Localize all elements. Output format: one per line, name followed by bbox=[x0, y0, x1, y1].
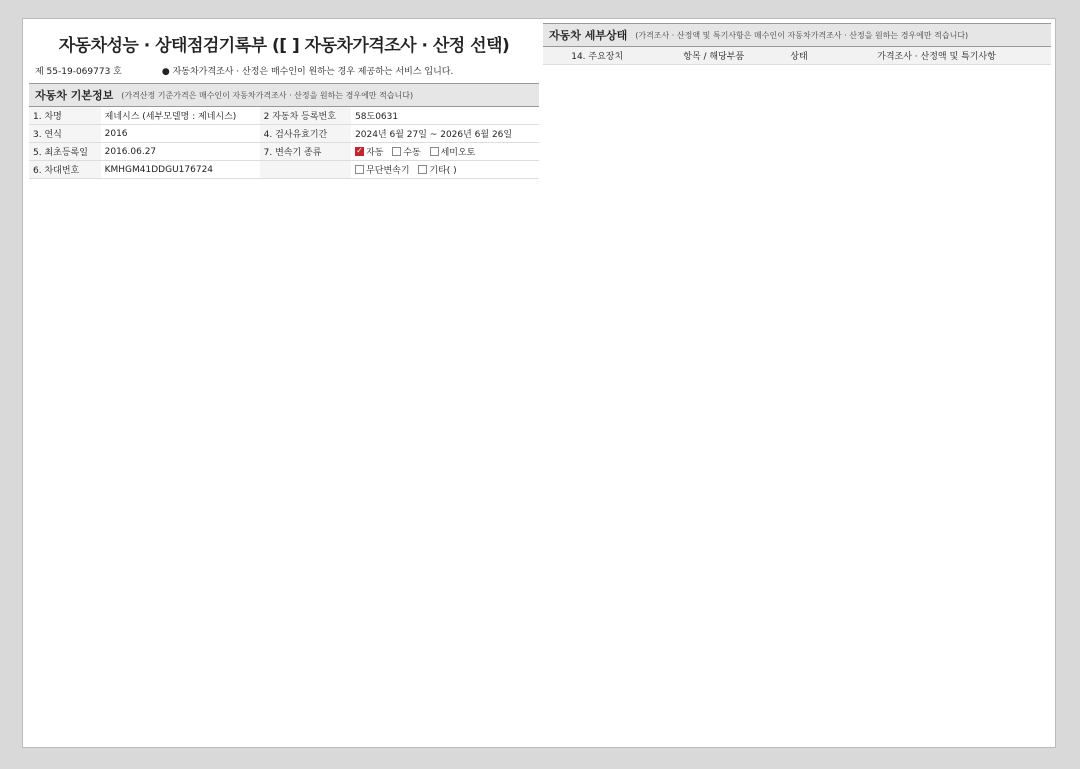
basic-info-header bbox=[29, 83, 539, 107]
checkbox-icon[interactable] bbox=[392, 147, 401, 156]
table-row bbox=[29, 143, 539, 161]
transmission-auto[interactable]: ✓ 자동 bbox=[355, 148, 383, 158]
table-row bbox=[29, 161, 539, 179]
inspection-sheet bbox=[22, 18, 1056, 748]
detail-note: (가격조사 · 산정액 및 특기사항은 매수인이 자동차가격조사 · 산정을 원하는 경우에만 적습니다) bbox=[635, 30, 969, 40]
field-value[interactable]: 2016.06.27 bbox=[101, 143, 260, 161]
detail-title: 자동차 세부상태 bbox=[549, 29, 628, 42]
basic-info-note: (가격산정 기준가격은 매수인이 자동차가격조사 · 산정을 원하는 경우에만 적습니다) bbox=[121, 90, 414, 100]
field-label: 6. 차대번호 bbox=[29, 161, 101, 179]
checkbox-icon[interactable] bbox=[355, 147, 364, 156]
left-column bbox=[29, 23, 539, 179]
field-label: 7. 변속기 종류 bbox=[260, 143, 351, 161]
transmission-options-2 bbox=[351, 161, 539, 179]
table-row bbox=[29, 107, 539, 125]
field-label: 5. 최초등록일 bbox=[29, 143, 101, 161]
transmission-cvt[interactable]: 무단변속기 bbox=[355, 166, 409, 176]
detail-header bbox=[543, 23, 1051, 47]
field-label: 4. 검사유효기간 bbox=[260, 125, 351, 143]
service-notice: ● 자동차가격조사 · 산정은 매수인이 원하는 경우 제공하는 서비스 입니다. bbox=[161, 67, 454, 77]
transmission-manual[interactable]: 수동 bbox=[392, 148, 420, 158]
field-label: 3. 연식 bbox=[29, 125, 101, 143]
table-row bbox=[29, 125, 539, 143]
checkbox-icon[interactable] bbox=[430, 147, 439, 156]
field-label: 2 자동차 등록번호 bbox=[260, 107, 351, 125]
transmission-options bbox=[351, 143, 539, 161]
field-value[interactable]: 2016 bbox=[101, 125, 260, 143]
detail-table bbox=[543, 47, 1051, 65]
field-value[interactable]: 2024년 6월 27일 ~ 2026년 6월 26일 bbox=[351, 125, 539, 143]
checkbox-icon[interactable] bbox=[355, 165, 364, 174]
field-label bbox=[260, 161, 351, 179]
checkbox-icon[interactable] bbox=[418, 165, 427, 174]
detail-header-row bbox=[543, 47, 1051, 65]
doc-number: 제 55-19-069773 호 bbox=[35, 67, 122, 77]
doc-subhead bbox=[29, 62, 539, 83]
field-label: 1. 차명 bbox=[29, 107, 101, 125]
basic-info-table bbox=[29, 107, 539, 179]
right-column bbox=[543, 23, 1051, 65]
transmission-semi[interactable]: 세미오토 bbox=[430, 148, 476, 158]
basic-info-title: 자동차 기본정보 bbox=[35, 89, 114, 102]
col-device: 14. 주요장치 bbox=[543, 47, 651, 65]
col-item: 항목 / 해당부품 bbox=[651, 47, 776, 65]
col-price: 가격조사 · 산정액 및 특기사항 bbox=[822, 47, 1051, 65]
field-value[interactable]: 제네시스 (세부모델명 : 제네시스) bbox=[101, 107, 260, 125]
transmission-other[interactable]: 기타( ) bbox=[418, 166, 456, 176]
col-status: 상태 bbox=[776, 47, 822, 65]
document-title: 자동차성능 · 상태점검기록부 ([ ] 자동차가격조사 · 산정 선택) bbox=[58, 36, 510, 56]
field-value[interactable]: 58도0631 bbox=[351, 107, 539, 125]
field-value[interactable]: KMHGM41DDGU176724 bbox=[101, 161, 260, 179]
